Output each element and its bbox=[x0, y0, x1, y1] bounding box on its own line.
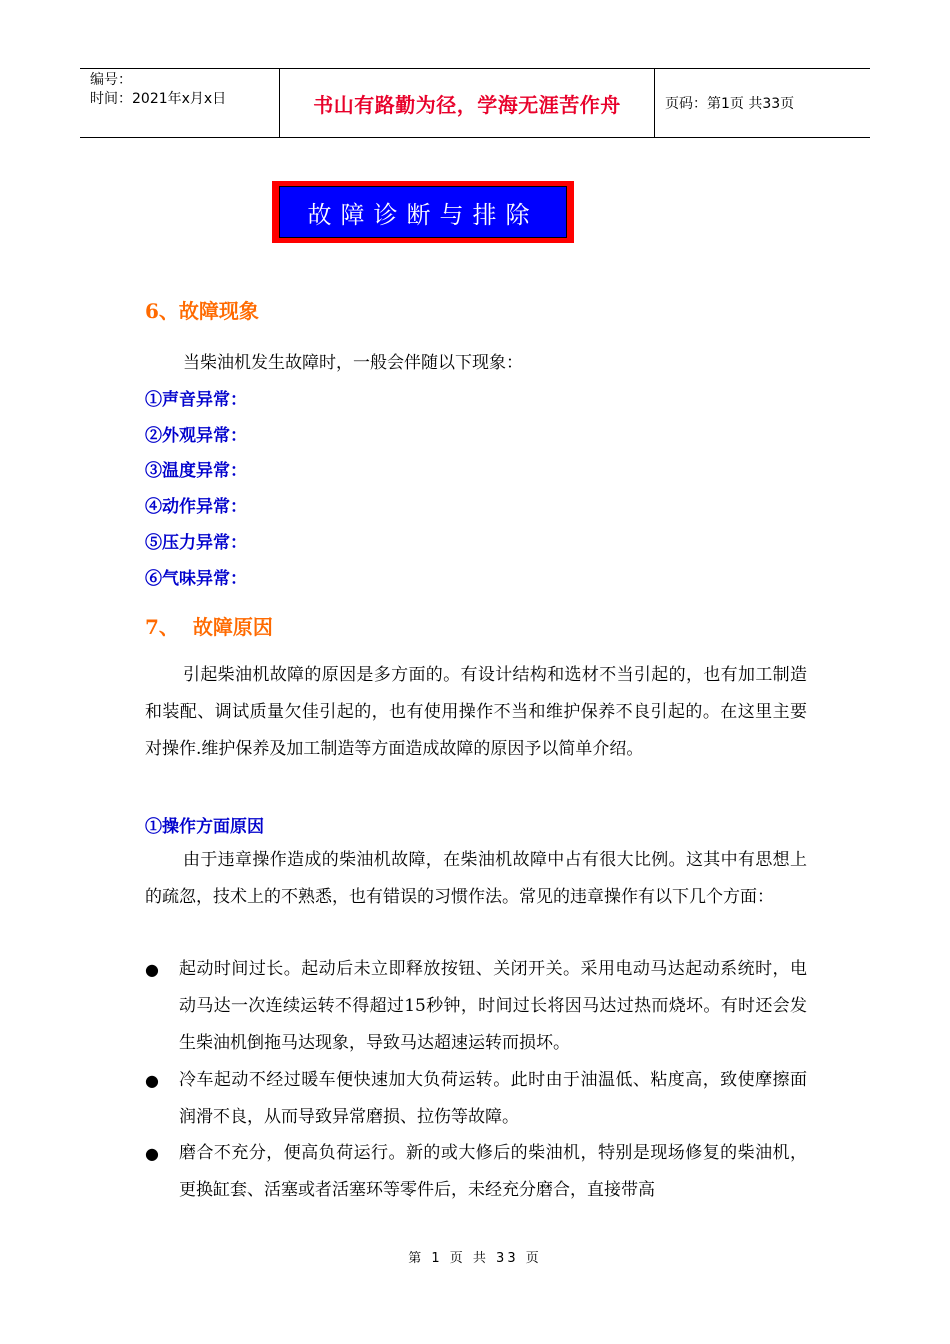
document-header bbox=[80, 68, 870, 138]
bullet-icon: ● bbox=[145, 1071, 159, 1090]
symptom-item: ⑤压力异常： bbox=[145, 533, 247, 553]
number-label: 编号： bbox=[90, 72, 132, 88]
section-6-intro: 当柴油机发生故障时，一般会伴随以下现象： bbox=[183, 353, 523, 373]
header-motto-cell bbox=[280, 69, 655, 137]
header-left-cell bbox=[80, 69, 280, 137]
bullet-item bbox=[145, 1135, 807, 1209]
title-inner bbox=[279, 186, 567, 238]
subsection-text: 由于违章操作造成的柴油机故障，在柴油机故障中占有很大比例。这其中有思想上的疏忽，技术上的不熟悉，也有错误的习惯作法。常见的违章操作有以下几个方面： bbox=[145, 850, 807, 907]
section-7-intro: 引起柴油机故障的原因是多方面的。有设计结构和选材不当引起的，也有加工制造和装配、调试质量欠佳引起的，也有使用操作不当和维护保养不良引起的。在这里主要对操作.维护保养及加工制造等方面造成故障的原因予以简单介绍。 bbox=[145, 665, 807, 759]
bullet-item bbox=[145, 951, 807, 1062]
bullet-icon: ● bbox=[145, 1144, 159, 1163]
symptom-item: ④动作异常： bbox=[145, 497, 247, 517]
section-7-heading: 7、 故障原因 bbox=[145, 615, 273, 639]
subsection-heading: ①操作方面原因 bbox=[145, 817, 264, 837]
bullet-text: 冷车起动不经过暖车便快速加大负荷运转。此时由于油温低、粘度高，致使摩擦面润滑不良，从而导致异常磨损、拉伤等故障。 bbox=[179, 1070, 807, 1127]
bullet-text: 磨合不充分，便高负荷运行。新的或大修后的柴油机，特别是现场修复的柴油机，更换缸套、活塞或者活塞环等零件后，未经充分磨合，直接带高 bbox=[179, 1143, 807, 1200]
bullet-icon: ● bbox=[145, 960, 159, 979]
motto: 书山有路勤为径，学海无涯苦作舟 bbox=[313, 92, 621, 117]
symptom-item: ①声音异常： bbox=[145, 390, 247, 410]
title-box bbox=[272, 181, 574, 243]
section-6-heading: 6、故障现象 bbox=[145, 299, 259, 323]
page-info: 页码：第1页 共33页 bbox=[665, 96, 795, 112]
bullet-text: 起动时间过长。起动后未立即释放按钮、关闭开关。采用电动马达起动系统时，电动马达一次连续运转不得超过15秒钟，时间过长将因马达过热而烧坏。有时还会发生柴油机倒拖马达现象，导致马达超速运转而损坏。 bbox=[179, 959, 807, 1053]
header-page-cell bbox=[655, 69, 870, 137]
page-footer: 第 1 页 共 33 页 bbox=[408, 1251, 542, 1266]
page-title: 故障诊断与排除 bbox=[307, 200, 539, 229]
symptom-item: ③温度异常： bbox=[145, 461, 247, 481]
symptom-item: ⑥气味异常： bbox=[145, 569, 247, 589]
symptom-item: ②外观异常： bbox=[145, 426, 247, 446]
time-label: 时间：2021年x月x日 bbox=[90, 91, 227, 107]
bullet-item bbox=[145, 1062, 807, 1136]
